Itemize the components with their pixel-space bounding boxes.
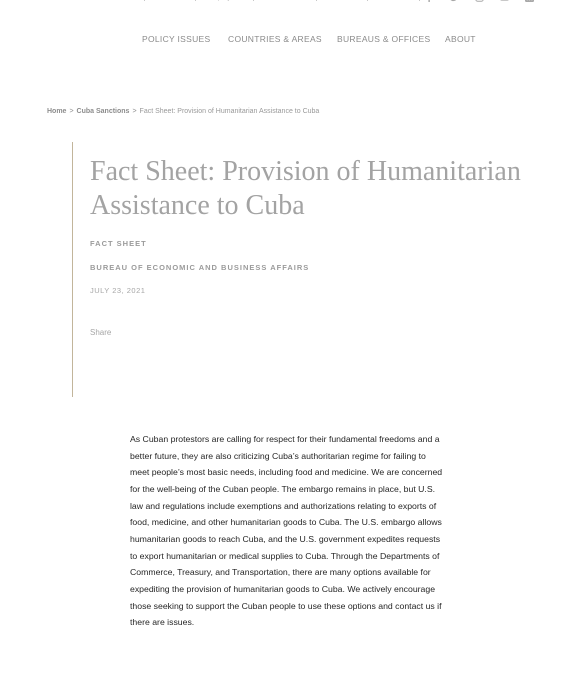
breadcrumb-home[interactable]: Home	[47, 108, 67, 115]
article-bureau-link[interactable]: BUREAU OF ECONOMIC AND BUSINESS AFFAIRS	[90, 263, 310, 272]
facebook-icon[interactable]	[425, 0, 434, 2]
nav-bureaus-offices[interactable]: BUREAUS & OFFICES	[337, 34, 431, 44]
instagram-icon[interactable]	[475, 0, 484, 2]
article-body: As Cuban protestors are calling for respect for their fundamental freedoms and a better future, they are also criticizing Cuba’s authoritarian regime for failing to meet people’s most basic needs, including food and medicine. We are concerned for the well-being of the Cuban people. The embargo remains in place, but U.S. law and regulations include exemptions and authorizations relating to exports of food, medicine, and other humanitarian goods to Cuba. The U.S. embargo allows humanitarian goods to reach Cuba, and the U.S. government expedites requests to export humanitarian or medical supplies to Cuba. Through the Departments of Commerce, Treasury, and Transportation, there are many options available for expediting the provision of humanitarian goods to Cuba. We actively encourage those seeking to support the Cuban people to use these options and contact us if there are issues.	[130, 434, 443, 628]
social-icons	[425, 0, 534, 2]
page-title: Fact Sheet: Provision of Humanitarian Assistance to Cuba	[90, 156, 521, 221]
breadcrumb	[47, 108, 319, 115]
linkedin-icon[interactable]	[525, 0, 534, 2]
utility-link-business[interactable]	[155, 0, 185, 1]
main-nav	[0, 34, 574, 48]
share-button[interactable]: Share	[90, 328, 112, 337]
utility-divider	[316, 0, 317, 1]
utility-link-students[interactable]	[327, 0, 357, 1]
breadcrumb-separator: >	[132, 108, 137, 115]
utility-bar	[0, 0, 574, 6]
nav-policy-issues[interactable]: POLICY ISSUES	[142, 34, 211, 44]
utility-divider	[144, 0, 145, 1]
article-type-link[interactable]: FACT SHEET	[90, 239, 147, 248]
nav-countries-areas[interactable]: COUNTRIES & AREAS	[228, 34, 322, 44]
utility-divider	[419, 0, 420, 1]
twitter-icon[interactable]	[450, 0, 459, 2]
breadcrumb-separator: >	[69, 108, 74, 115]
article-date: JULY 23, 2021	[90, 286, 146, 295]
utility-links	[98, 0, 448, 1]
utility-link-newsroom[interactable]	[98, 0, 134, 1]
nav-about[interactable]: ABOUT	[445, 34, 476, 44]
utility-divider	[195, 0, 196, 1]
youtube-icon[interactable]	[500, 0, 509, 2]
utility-link-employees[interactable]	[206, 0, 243, 1]
utility-divider	[367, 0, 368, 1]
utility-link-travelers[interactable]	[378, 0, 409, 1]
breadcrumb-current: Fact Sheet: Provision of Humanitarian Assistance to Cuba	[139, 108, 320, 115]
utility-divider	[253, 0, 254, 1]
utility-link-job-seekers[interactable]	[264, 0, 306, 1]
breadcrumb-cuba-sanctions[interactable]: Cuba Sanctions	[76, 108, 130, 115]
header-accent-rule	[72, 142, 73, 397]
